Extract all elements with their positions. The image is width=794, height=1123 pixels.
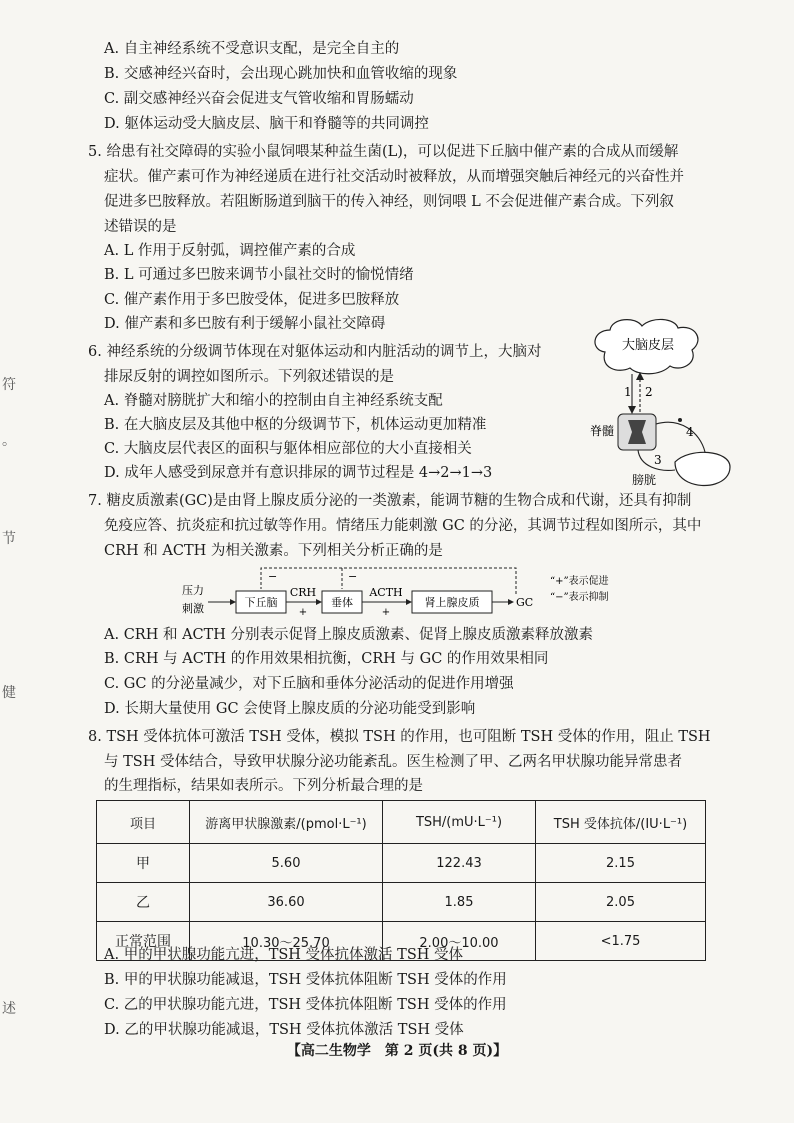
header-tsh: TSH/(mU·L⁻¹) bbox=[383, 801, 536, 844]
q6-option-a: A. 脊髓对膀胱扩大和缩小的控制由自主神经系统支配 bbox=[104, 393, 443, 409]
feedback-minus-1: − bbox=[268, 570, 278, 583]
table-cell: <1.75 bbox=[536, 922, 706, 961]
q5-stem-line-4: 述错误的是 bbox=[104, 219, 177, 235]
q7-stem-line-1: 7. 糖皮质激素(GC)是由肾上腺皮质分泌的一类激素，能调节糖的生物合成和代谢，还具有抑制 bbox=[88, 493, 692, 509]
table-cell: 122.43 bbox=[383, 844, 536, 883]
q5-option-a: A. L 作用于反射弧，调控催产素的合成 bbox=[104, 243, 356, 259]
brain-label: 大脑皮层 bbox=[621, 338, 675, 353]
label-4: 4 bbox=[686, 425, 694, 439]
margin-mark-2: 。 bbox=[2, 433, 16, 449]
table-cell: 2.15 bbox=[536, 844, 706, 883]
arrow-stimulus-head bbox=[230, 599, 236, 605]
row-label-yi: 乙 bbox=[97, 883, 190, 922]
q6-stem-line-1: 6. 神经系统的分级调节体现在对躯体运动和内脏活动的调节上，大脑对 bbox=[88, 344, 542, 360]
arrow-acth-head bbox=[406, 599, 412, 605]
label-2: 2 bbox=[645, 385, 653, 399]
label-1: 1 bbox=[624, 385, 632, 399]
q8-option-a: A. 甲的甲状腺功能亢进，TSH 受体抗体激活 TSH 受体 bbox=[104, 947, 464, 963]
q8-stem-line-3: 的生理指标，结果如表所示。下列分析最合理的是 bbox=[104, 778, 423, 794]
q5-stem-line-1: 5. 给患有社交障碍的实验小鼠饲喂某种益生菌(L)，可以促进下丘脑中催产素的合成从而缓解 bbox=[88, 144, 679, 160]
q5-stem-line-3: 促进多巴胺释放。若阻断肠道到脑干的传入神经，则饲喂 L 不会促进催产素合成。下列叙 bbox=[104, 194, 674, 210]
q7-option-b: B. CRH 与 ACTH 的作用效果相抗衡，CRH 与 GC 的作用效果相同 bbox=[104, 651, 549, 667]
q7-stem-line-2: 免疫应答、抗炎症和抗过敏等作用。情绪压力能刺激 GC 的分泌，其调节过程如图所示，其中 bbox=[104, 518, 702, 534]
pathway-4-dot bbox=[678, 418, 682, 422]
row-label-normal-range: 正常范围 bbox=[97, 922, 190, 961]
label-3: 3 bbox=[654, 453, 662, 467]
label-crh-plus: + bbox=[298, 607, 308, 618]
arrow-1-head bbox=[628, 406, 636, 414]
table-row bbox=[97, 844, 706, 883]
q8-option-b: B. 甲的甲状腺功能减退，TSH 受体抗体阻断 TSH 受体的作用 bbox=[104, 972, 507, 988]
q7-option-c: C. GC 的分泌量减少，对下丘脑和垂体分泌活动的促进作用增强 bbox=[104, 676, 514, 692]
row-label-jia: 甲 bbox=[97, 844, 190, 883]
table-cell: 1.85 bbox=[383, 883, 536, 922]
box-hypothalamus-label: 下丘脑 bbox=[244, 596, 278, 609]
label-acth-plus: + bbox=[381, 607, 391, 618]
pathway-4 bbox=[656, 422, 705, 452]
table-cell: 36.60 bbox=[190, 883, 383, 922]
q8-option-c: C. 乙的甲状腺功能亢进，TSH 受体抗体阻断 TSH 受体的作用 bbox=[104, 997, 507, 1013]
box-adrenal-cortex-label: 肾上腺皮质 bbox=[424, 596, 480, 609]
prev-option-c: C. 副交感神经兴奋会促进支气管收缩和胃肠蠕动 bbox=[104, 91, 414, 107]
spine-label: 脊髓 bbox=[590, 424, 615, 438]
legend-plus: “+”表示促进 bbox=[550, 576, 609, 587]
prev-option-d: D. 躯体运动受大脑皮层、脑干和脊髓等的共同调控 bbox=[104, 116, 429, 132]
q6-option-c: C. 大脑皮层代表区的面积与躯体相应部位的大小直接相关 bbox=[104, 441, 472, 457]
q7-option-d: D. 长期大量使用 GC 会使肾上腺皮质的分泌功能受到影响 bbox=[104, 701, 476, 717]
q8-stem-line-2: 与 TSH 受体结合，导致甲状腺分泌功能紊乱。医生检测了甲、乙两名甲状腺功能异常患者 bbox=[104, 754, 682, 770]
gc-regulation-diagram bbox=[170, 562, 630, 624]
bladder-outline bbox=[675, 452, 730, 485]
arrow-gc-head bbox=[508, 599, 514, 605]
table-header-row bbox=[97, 801, 706, 844]
bladder-label: 膀胱 bbox=[632, 473, 657, 487]
q8-option-d: D. 乙的甲状腺功能减退，TSH 受体抗体激活 TSH 受体 bbox=[104, 1022, 464, 1038]
stimulus-line-1: 压力 bbox=[182, 584, 204, 597]
label-acth: ACTH bbox=[369, 586, 403, 599]
q6-stem-line-2: 排尿反射的调控如图所示。下列叙述错误的是 bbox=[104, 369, 394, 385]
margin-mark-1: 符 bbox=[2, 377, 16, 393]
q8-stem-line-1: 8. TSH 受体抗体可激活 TSH 受体，模拟 TSH 的作用，也可阻断 TSH 受体的作用，阻止 TSH bbox=[88, 729, 711, 745]
q5-option-c: C. 催产素作用于多巴胺受体，促进多巴胺释放 bbox=[104, 292, 400, 308]
q7-option-a: A. CRH 和 ACTH 分别表示促肾上腺皮质激素、促肾上腺皮质激素释放激素 bbox=[104, 627, 594, 643]
q5-stem-line-2: 症状。催产素可作为神经递质在进行社交活动时被释放，从而增强突触后神经元的兴奋性并 bbox=[104, 169, 684, 185]
margin-mark-4: 健 bbox=[2, 685, 16, 701]
label-gc: GC bbox=[516, 596, 534, 609]
arrow-crh-head bbox=[316, 599, 322, 605]
q6-option-d: D. 成年人感受到尿意并有意识排尿的调节过程是 4→2→1→3 bbox=[104, 465, 493, 481]
prev-option-b: B. 交感神经兴奋时，会出现心跳加快和血管收缩的现象 bbox=[104, 66, 458, 82]
stimulus-line-2: 刺激 bbox=[182, 602, 204, 615]
header-tsh-receptor-antibody: TSH 受体抗体/(IU·L⁻¹) bbox=[536, 801, 706, 844]
prev-option-a: A. 自主神经系统不受意识支配，是完全自主的 bbox=[104, 41, 400, 57]
thyroid-results-table bbox=[96, 800, 706, 961]
table-cell: 2.00～10.00 bbox=[383, 922, 536, 961]
table-cell: 5.60 bbox=[190, 844, 383, 883]
table-cell: 2.05 bbox=[536, 883, 706, 922]
page-footer: 【高二生物学 第 2 页(共 8 页)】 bbox=[286, 1043, 508, 1059]
box-pituitary-label: 垂体 bbox=[331, 596, 353, 609]
table-cell: 10.30～25.70 bbox=[190, 922, 383, 961]
feedback-minus-2: − bbox=[348, 570, 358, 583]
header-item: 项目 bbox=[97, 801, 190, 844]
margin-mark-3: 节 bbox=[2, 531, 16, 547]
q5-option-b: B. L 可通过多巴胺来调节小鼠社交时的愉悦情绪 bbox=[104, 267, 414, 283]
margin-mark-5: 述 bbox=[2, 1001, 16, 1017]
q7-stem-line-3: CRH 和 ACTH 为相关激素。下列相关分析正确的是 bbox=[104, 543, 443, 559]
header-free-thyroid-hormone: 游离甲状腺激素/(pmol·L⁻¹) bbox=[190, 801, 383, 844]
label-crh: CRH bbox=[289, 586, 317, 599]
q6-option-b: B. 在大脑皮层及其他中枢的分级调节下，机体运动更加精准 bbox=[104, 417, 487, 433]
legend-minus: “−”表示抑制 bbox=[550, 592, 609, 603]
q5-option-d: D. 催产素和多巴胺有利于缓解小鼠社交障碍 bbox=[104, 316, 386, 332]
table-row bbox=[97, 883, 706, 922]
urination-reflex-diagram bbox=[580, 312, 750, 492]
